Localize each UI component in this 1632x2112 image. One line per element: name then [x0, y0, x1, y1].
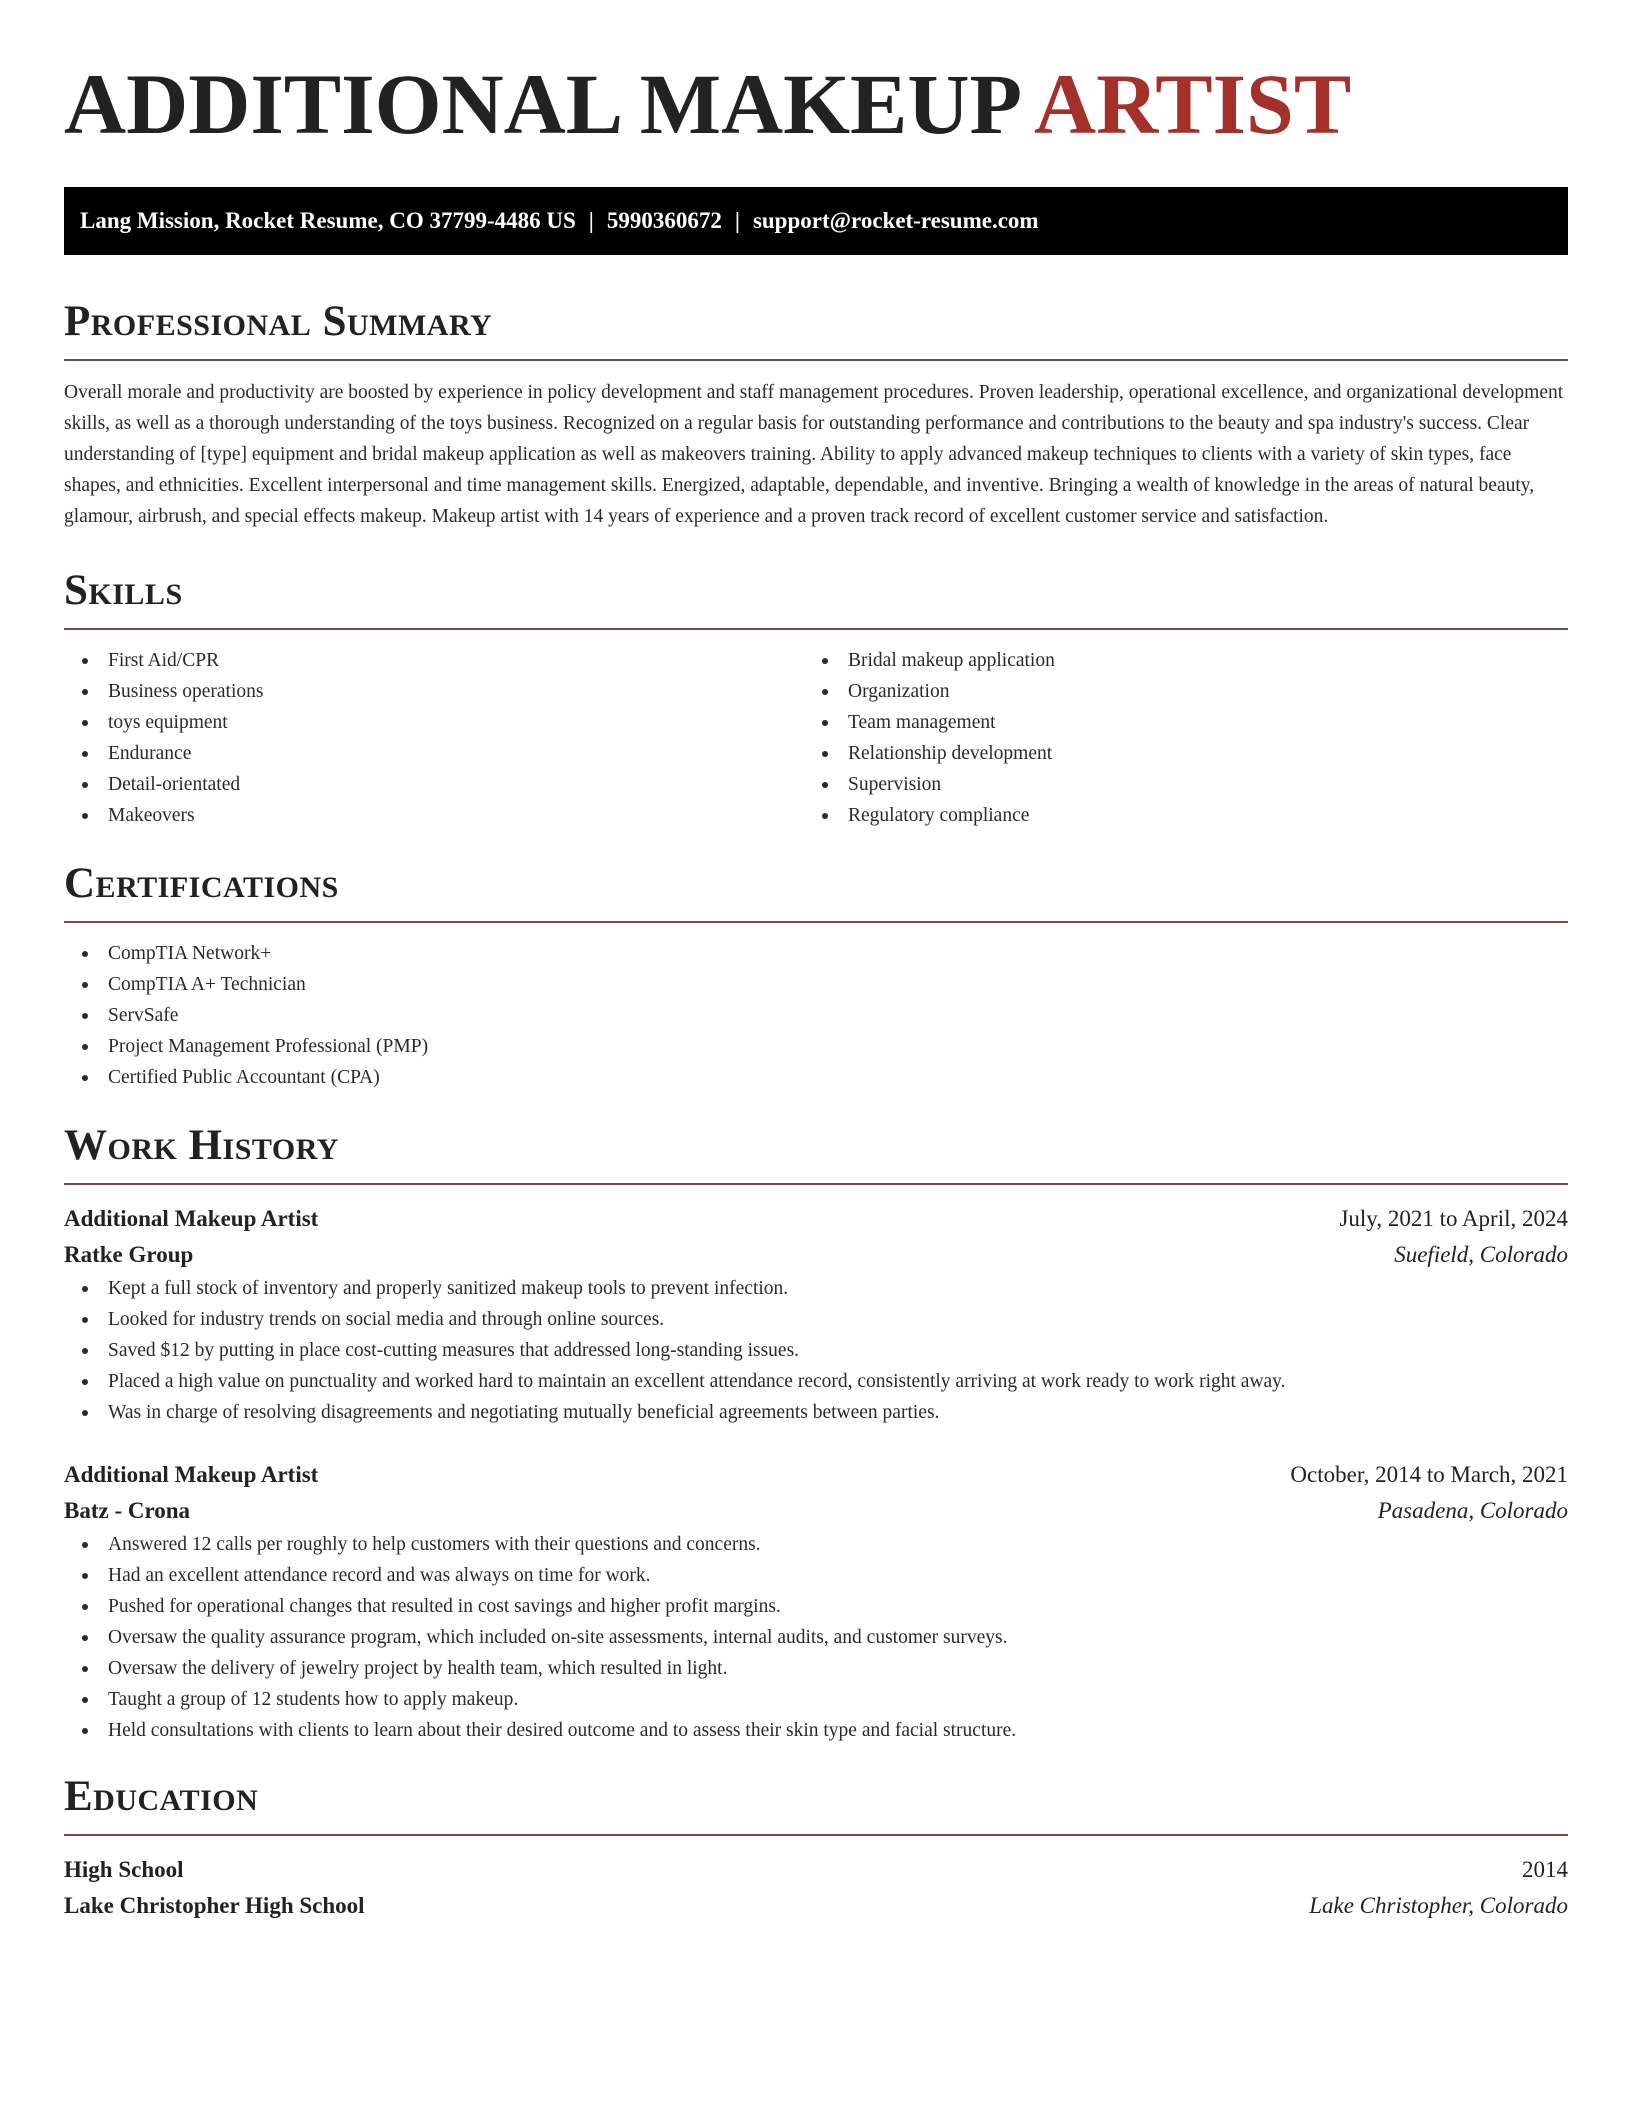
job-header-row [64, 1201, 1568, 1237]
section-title: Professional Summary [64, 298, 493, 345]
skills-column-left [64, 645, 804, 831]
section-title: Work History [64, 1122, 339, 1169]
certifications-list [64, 938, 1568, 1093]
name-accent: ARTIST [1034, 56, 1352, 152]
section-title: Education [64, 1773, 259, 1820]
job-company: Batz - Crona [64, 1498, 191, 1523]
section-divider [64, 628, 1568, 630]
name-main: ADDITIONAL MAKEUP [64, 56, 1018, 152]
list-item: Makeovers [64, 800, 804, 831]
list-item: Oversaw the delivery of jewelry project by health team, which resulted in light. [64, 1653, 1568, 1684]
list-item: CompTIA A+ Technician [64, 969, 1568, 1000]
list-item: toys equipment [64, 707, 804, 738]
contact-address: Lang Mission, Rocket Resume, CO 37799-4486 US [80, 208, 576, 233]
list-item: Saved $12 by putting in place cost-cutting measures that addressed long-standing issues. [64, 1335, 1568, 1366]
list-item: Regulatory compliance [804, 800, 1544, 831]
list-item: Placed a high value on punctuality and worked hard to maintain an excellent attendance record, consistently arriving at work ready to work right away. [64, 1366, 1568, 1397]
section-divider [64, 359, 1568, 361]
list-item: Kept a full stock of inventory and properly sanitized makeup tools to prevent infection. [64, 1273, 1568, 1304]
job-dates: October, 2014 to March, 2021 [1290, 1462, 1568, 1487]
contact-bar [64, 187, 1568, 255]
contact-separator: | [734, 208, 740, 233]
job-company: Ratke Group [64, 1242, 194, 1267]
skills-list-left [64, 645, 804, 831]
section-divider [64, 1834, 1568, 1836]
list-item: Relationship development [804, 738, 1544, 769]
list-item: ServSafe [64, 1000, 1568, 1031]
skills-list-right [804, 645, 1544, 831]
skills-column-right [804, 645, 1544, 831]
list-item: Business operations [64, 676, 804, 707]
list-item: Looked for industry trends on social media and through online sources. [64, 1304, 1568, 1335]
section-title: Certifications [64, 860, 339, 907]
list-item: Was in charge of resolving disagreements and negotiating mutually beneficial agreements between parties. [64, 1397, 1568, 1428]
job-dates: July, 2021 to April, 2024 [1339, 1206, 1568, 1231]
list-item: Supervision [804, 769, 1544, 800]
job-bullets [64, 1273, 1568, 1428]
summary-text: Overall morale and productivity are boosted by experience in policy development and staff management procedures. Proven leadership, operational excellence, and organizational development skills, as well as a thorough understanding of the toys business. Recognized on a regular basis for outstanding performance and contributions to the beauty and spa industry's success. Clear understanding of [type] equipment and bridal makeup application as well as makeovers training. Ability to apply advanced makeup techniques to clients with a variety of skin types, face shapes, and ethnicities. Excellent interpersonal and time management skills. Energized, adaptable, dependable, and inventive. Bringing a wealth of knowledge in the areas of natural beauty, glamour, airbrush, and special effects makeup. Makeup artist with 14 years of experience and a proven track record of excellent customer service and satisfaction. [64, 382, 1564, 527]
job-location: Suefield, Colorado [1394, 1242, 1568, 1267]
work-history-section [64, 1121, 1568, 1746]
contact-separator: | [588, 208, 594, 233]
job-title: Additional Makeup Artist [64, 1462, 319, 1487]
list-item: Pushed for operational changes that resulted in cost savings and higher profit margins. [64, 1591, 1568, 1622]
skills-grid [64, 645, 1568, 831]
job-header-row [64, 1457, 1568, 1493]
list-item: Held consultations with clients to learn about their desired outcome and to assess their skin type and facial structure. [64, 1715, 1568, 1746]
contact-email[interactable]: support@rocket-resume.com [752, 208, 1039, 233]
list-item: Certified Public Accountant (CPA) [64, 1062, 1568, 1093]
education-degree: High School [64, 1857, 184, 1882]
list-item: CompTIA Network+ [64, 938, 1568, 969]
list-item: First Aid/CPR [64, 645, 804, 676]
education-entry [64, 1852, 1568, 1924]
list-item: Had an excellent attendance record and was always on time for work. [64, 1560, 1568, 1591]
education-school: Lake Christopher High School [64, 1893, 365, 1918]
list-item: Project Management Professional (PMP) [64, 1031, 1568, 1062]
section-title: Skills [64, 567, 183, 614]
education-school-row [64, 1888, 1568, 1924]
skills-section [64, 566, 1568, 831]
contact-phone[interactable]: 5990360672 [606, 208, 722, 233]
education-location: Lake Christopher, Colorado [1309, 1893, 1568, 1918]
job-title: Additional Makeup Artist [64, 1206, 319, 1231]
summary-section [64, 297, 1568, 532]
education-section [64, 1772, 1568, 1924]
resume-name-heading [64, 56, 1568, 152]
list-item: Oversaw the quality assurance program, which included on-site assessments, internal audits, and customer surveys. [64, 1622, 1568, 1653]
list-item: Taught a group of 12 students how to apply makeup. [64, 1684, 1568, 1715]
list-item: Endurance [64, 738, 804, 769]
list-item: Organization [804, 676, 1544, 707]
list-item: Answered 12 calls per roughly to help customers with their questions and concerns. [64, 1529, 1568, 1560]
section-divider [64, 921, 1568, 923]
list-item: Bridal makeup application [804, 645, 1544, 676]
list-item: Team management [804, 707, 1544, 738]
section-divider [64, 1183, 1568, 1185]
job-company-row [64, 1237, 1568, 1273]
certifications-section [64, 859, 1568, 1093]
job-company-row [64, 1493, 1568, 1529]
education-year: 2014 [1522, 1857, 1568, 1882]
job-entry [64, 1201, 1568, 1428]
job-entry [64, 1457, 1568, 1746]
list-item: Detail-orientated [64, 769, 804, 800]
job-bullets [64, 1529, 1568, 1746]
job-location: Pasadena, Colorado [1377, 1498, 1568, 1523]
education-header-row [64, 1852, 1568, 1888]
